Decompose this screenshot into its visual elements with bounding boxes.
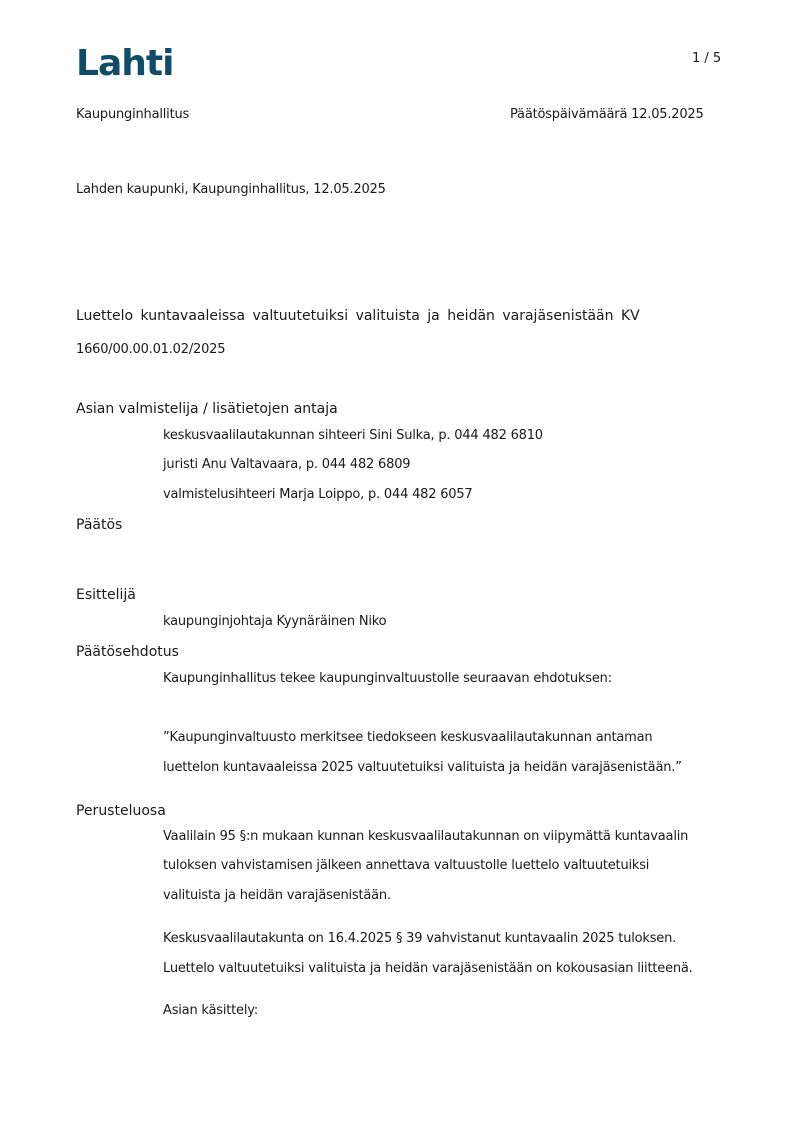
- presenter-heading: Esittelijä: [76, 587, 136, 603]
- decision-date: Päätöspäivämäärä 12.05.2025: [510, 107, 704, 122]
- page-number: 1 / 5: [692, 51, 722, 66]
- rationale-heading: Perusteluosa: [76, 803, 166, 819]
- case-number: 1660/00.00.01.02/2025: [76, 342, 226, 357]
- decision-heading: Päätös: [76, 517, 123, 533]
- rationale-line: Luettelo valtuutetuiksi valituista ja heidän varajäsenistään on kokousasian liitteenä.: [163, 961, 693, 976]
- handling-label: Asian käsittely:: [163, 1003, 258, 1018]
- preparer-line: juristi Anu Valtavaara, p. 044 482 6809: [163, 457, 411, 472]
- rationale-line: Keskusvaalilautakunta on 16.4.2025 § 39 vahvistanut kuntavaalin 2025 tuloksen.: [163, 931, 677, 946]
- preparers-heading: Asian valmistelija / lisätietojen antaja: [76, 401, 338, 417]
- proposal-quote-line: luettelon kuntavaaleissa 2025 valtuutetuiksi valituista ja heidän varajäsenistään.”: [163, 760, 682, 775]
- lahti-logo: Lahti: [76, 43, 174, 84]
- rationale-line: valituista ja heidän varajäsenistään.: [163, 888, 391, 903]
- body-name: Kaupunginhallitus: [76, 107, 190, 122]
- rationale-line: tuloksen vahvistamisen jälkeen annettava valtuustolle luettelo valtuutetuiksi: [163, 858, 650, 873]
- proposal-heading: Päätösehdotus: [76, 644, 179, 660]
- preparer-line: valmistelusihteeri Marja Loippo, p. 044 482 6057: [163, 487, 473, 502]
- rationale-line: Vaalilain 95 §:n mukaan kunnan keskusvaalilautakunnan on viipymättä kuntavaalin: [163, 829, 689, 844]
- presenter-name: kaupunginjohtaja Kyynäräinen Niko: [163, 614, 387, 629]
- meeting-line: Lahden kaupunki, Kaupunginhallitus, 12.05.2025: [76, 182, 386, 197]
- preparer-line: keskusvaalilautakunnan sihteeri Sini Sulka, p. 044 482 6810: [163, 428, 543, 443]
- document-title: Luettelo kuntavaaleissa valtuutetuiksi valituista ja heidän varajäsenistään KV: [76, 308, 640, 324]
- proposal-quote-line: ”Kaupunginvaltuusto merkitsee tiedokseen keskusvaalilautakunnan antaman: [163, 730, 653, 745]
- proposal-intro: Kaupunginhallitus tekee kaupunginvaltuustolle seuraavan ehdotuksen:: [163, 671, 612, 686]
